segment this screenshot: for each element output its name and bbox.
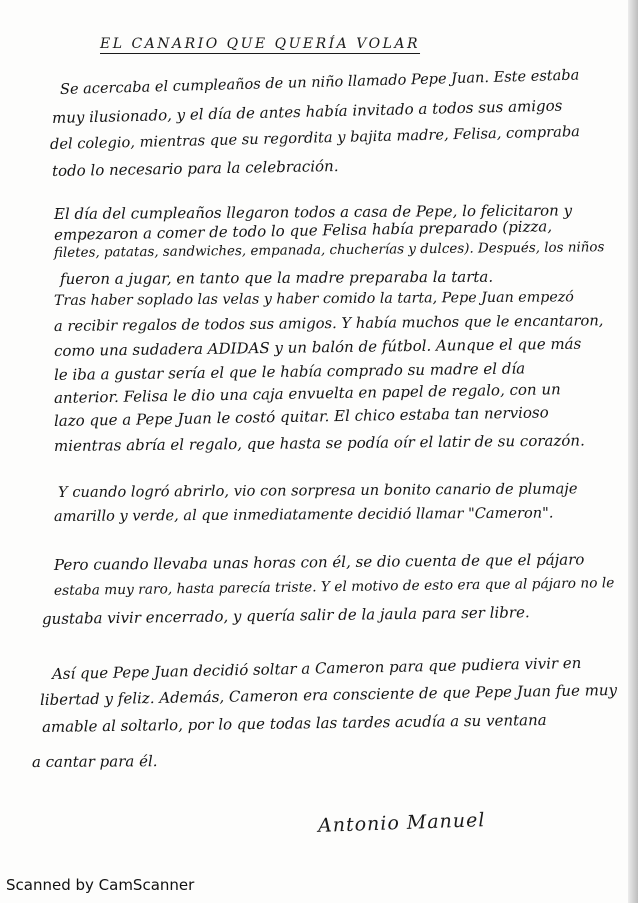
text-line: como una sudadera ADIDAS y un balón de fútbol. Aunque el que más <box>53 334 582 360</box>
text-line: fueron a jugar, en tanto que la madre preparaba la tarta. <box>59 267 494 288</box>
text-line: Tras haber soplado las velas y haber comido la tarta, Pepe Juan empezó <box>53 289 574 309</box>
document-title: EL CANARIO QUE QUERÍA VOLAR <box>100 36 421 52</box>
text-line: a cantar para él. <box>31 752 158 771</box>
text-line: amable al soltarlo, por lo que todas las tardes acudía a su ventana <box>41 710 547 736</box>
author-signature: Antonio Manuel <box>317 809 486 837</box>
text-line: amarillo y verde, al que inmediatamente decidió llamar "Cameron". <box>53 504 554 525</box>
text-line: empezaron a comer de todo lo que Felisa había preparado (pizza, <box>53 217 553 244</box>
text-line: le iba a gustar sería el que le había comprado su madre el día <box>53 359 526 384</box>
text-line: filetes, patatas, sandwiches, empanada, chucherías y dulces). Después, los niños <box>53 240 605 261</box>
text-line: del colegio, mientras que su regordita y bajita madre, Felisa, compraba <box>49 123 581 153</box>
text-line: muy ilusionado, y el día de antes había invitado a todos sus amigos <box>51 96 563 127</box>
text-line: Se acercaba el cumpleaños de un niño llamado Pepe Juan. Este estaba <box>59 67 580 98</box>
text-line: gustaba vivir encerrado, y quería salir de la jaula para ser libre. <box>41 603 530 628</box>
text-line: El día del cumpleaños llegaron todos a casa de Pepe, lo felicitaron y <box>53 201 573 223</box>
text-line: Así que Pepe Juan decidió soltar a Cameron para que pudiera vivir en <box>51 653 582 683</box>
page-edge-shadow <box>628 0 638 903</box>
text-line: Y cuando logró abrirlo, vio con sorpresa un bonito canario de plumaje <box>57 480 578 501</box>
text-line: Pero cuando llevaba unas horas con él, se dio cuenta de que el pájaro <box>53 550 585 574</box>
text-line: estaba muy raro, hasta parecía triste. Y el motivo de esto era que al pájaro no le <box>53 575 615 599</box>
text-line: anterior. Felisa le dio una caja envuelta en papel de regalo, con un <box>53 380 561 407</box>
scanner-watermark: Scanned by CamScanner <box>6 876 195 894</box>
text-line: libertad y feliz. Además, Cameron era consciente de que Pepe Juan fue muy <box>39 680 618 709</box>
text-line: lazo que a Pepe Juan le costó quitar. El chico estaba tan nervioso <box>53 403 549 430</box>
text-line: mientras abría el regalo, que hasta se podía oír el latir de su corazón. <box>53 431 585 455</box>
text-line: a recibir regalos de todos sus amigos. Y había muchos que le encantaron, <box>53 312 604 335</box>
text-line: todo lo necesario para la celebración. <box>51 157 339 180</box>
